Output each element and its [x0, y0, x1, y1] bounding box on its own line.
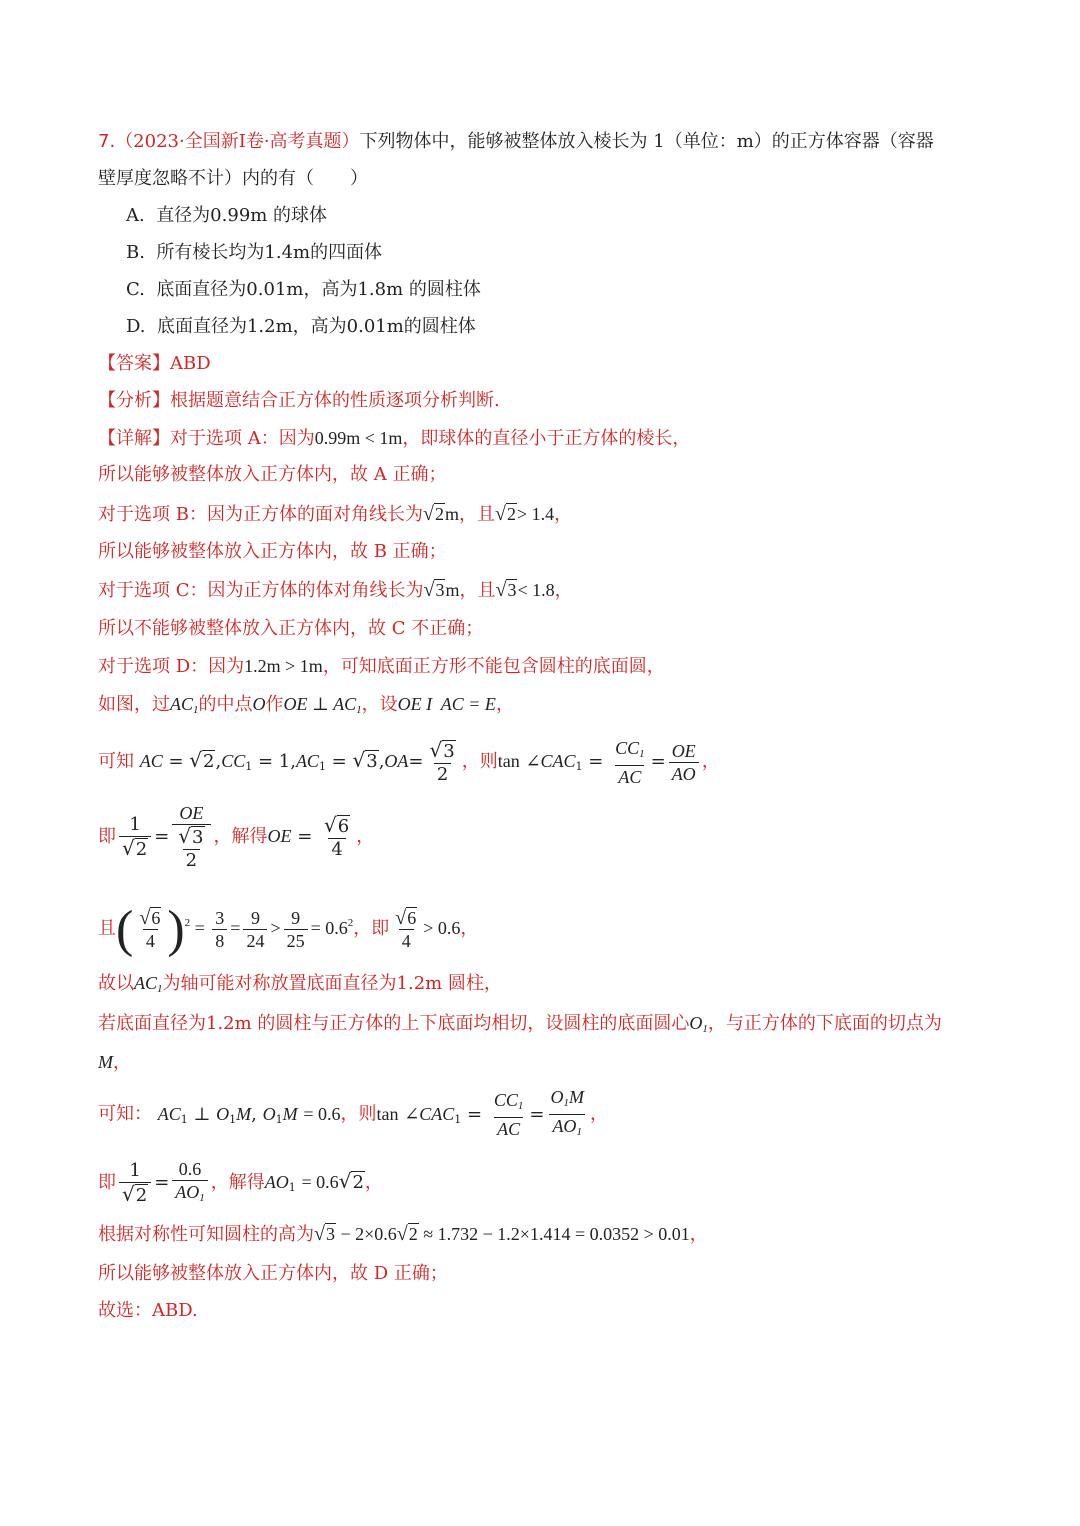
math-inline: ≈ 1.732 − 1.2×1.414 = 0.0352 > 0.01 — [423, 1224, 690, 1244]
detail-text: 作 — [265, 694, 284, 715]
math-m: M — [98, 1052, 113, 1072]
detail-tag: 【详解】 — [98, 428, 170, 449]
option-a — [126, 204, 327, 228]
detail-text: ，解得 — [213, 826, 268, 847]
detail-line-2: 所以能够被整体放入正方体内，故 A 正确； — [98, 464, 447, 485]
question-stem: 下列物体中，能够被整体放入棱长为 1（单位：m）的正方体容器（容器 — [359, 131, 934, 152]
detail-text: ，与正方体的下底面的切点为 — [707, 1013, 942, 1034]
math-perp: OE ⊥ $AC_1$ — [283, 694, 362, 716]
detail-text: 可知： — [98, 1103, 152, 1125]
detail-line-15 — [98, 1086, 608, 1146]
math-o1: $O_1$ — [689, 1013, 708, 1035]
detail-text: 如图，过 — [98, 694, 170, 715]
option-letter: D. — [126, 316, 146, 337]
analysis-line — [98, 389, 500, 413]
detail-text: 对于选项 C：因为正方体的体对角线长为 — [98, 580, 424, 601]
detail-line-7 — [98, 654, 665, 679]
math-inline: 0.99m < 1m — [314, 428, 403, 448]
detail-text: ，则 — [340, 1103, 377, 1125]
math-height: √3 − 2×0.6√2 — [314, 1223, 418, 1245]
detail-text: ，且 — [458, 504, 495, 525]
detail-line-13 — [98, 1011, 942, 1041]
answer-line — [98, 352, 211, 376]
detail-text: ，且 — [459, 580, 496, 601]
detail-text: ，即 — [353, 918, 390, 939]
detail-text: ， — [689, 1224, 708, 1245]
math-inline: 1.2m > 1m — [244, 656, 323, 676]
analysis-text: 根据题意结合正方体的性质逐项分析判断. — [170, 390, 500, 411]
detail-text: 根据对称性可知圆柱的高为 — [98, 1224, 314, 1245]
math-compare-2: $\frac{√6}{4}$ > 0.6 — [395, 907, 461, 952]
math-sqrt3: √3 — [495, 579, 517, 601]
math-eq-oe: $\frac{1}{√2}$ = $\frac{OE}{\frac{√3}{2}}$ — [116, 826, 214, 847]
math-ac1: $AC_1$ — [170, 694, 199, 716]
math-perp-2: $AC_1$ ⊥ $O_1M$, $O_1M = 0.6$ — [157, 1103, 341, 1126]
detail-line-11 — [98, 895, 478, 957]
detail-text: 即 — [98, 1172, 116, 1193]
detail-text: ， — [701, 751, 720, 772]
detail-text: 对于选项 A：因为 — [170, 428, 315, 449]
detail-line-17 — [98, 1222, 708, 1247]
detail-line-1 — [98, 426, 690, 451]
detail-text: ， — [554, 504, 573, 525]
analysis-tag: 【分析】 — [98, 390, 170, 411]
detail-line-8 — [98, 692, 514, 722]
detail-line-10 — [98, 800, 374, 873]
detail-text: ， — [589, 1103, 608, 1125]
detail-line-4: 所以能够被整体放入正方体内，故 B 正确； — [98, 541, 447, 562]
detail-text: ，设 — [361, 694, 398, 715]
detail-line-9 — [98, 734, 720, 793]
question-line-1 — [98, 130, 934, 154]
math-tan-2: $\tan \angle CAC_1$ = $\frac{CC_1}{AC}$ = $\frac{O_1M}{AO_1}$ — [376, 1104, 589, 1125]
detail-text: ，即球体的直径小于正方体的棱长， — [402, 428, 691, 449]
math-compare: ( $\frac{√6}{4}$ )$^2$ = $\frac{3}{8}$ = $\frac{9}{24}$ > $\frac{9}{25}$ = $0.6^2$ — [116, 900, 354, 958]
detail-line-3 — [98, 502, 572, 527]
option-b — [126, 241, 382, 265]
math-tan: $\tan \angle CAC_1$ = $\frac{CC_1}{AC}$ = $\frac{OE}{AO}$ — [498, 751, 702, 772]
detail-line-6: 所以不能够被整体放入正方体内，故 C 不正确； — [98, 618, 484, 639]
option-letter: A. — [126, 205, 145, 226]
option-d — [126, 315, 476, 339]
math-sqrt2: √2 — [494, 503, 516, 525]
detail-text: ，解得 — [210, 1172, 265, 1193]
math-oe-value: OE = $\frac{√6}{4}$ — [267, 812, 350, 860]
detail-text: 的中点 — [198, 694, 253, 715]
math-lengths: AC = $√2,CC_1 = 1,AC_1 = √3,OA=$ $\frac{√3}{2}$ — [139, 737, 455, 785]
question-number: 7. — [98, 131, 116, 152]
detail-line-12 — [98, 971, 502, 1001]
detail-text: ， — [554, 580, 573, 601]
detail-text: 若底面直径为1.2m 的圆柱与正方体的上下底面均相切，设圆柱的底面圆心 — [98, 1013, 690, 1034]
detail-line-5 — [98, 578, 573, 603]
detail-line-14 — [98, 1050, 131, 1075]
detail-line-16 — [98, 1155, 383, 1214]
math-o: O — [252, 694, 266, 714]
question-source: （2023·全国新Ⅰ卷·高考真题） — [115, 131, 360, 152]
answer-tag: 【答案】 — [98, 353, 170, 374]
math-ac1: $AC_1$ — [134, 973, 163, 995]
option-text: 底面直径为1.2m，高为0.01m的圆柱体 — [156, 316, 476, 337]
detail-text: ， — [495, 694, 514, 715]
option-letter: B. — [126, 242, 145, 263]
detail-text: 可知 — [98, 751, 134, 772]
option-text: 底面直径为0.01m，高为1.8m 的圆柱体 — [156, 279, 481, 300]
answer-text: ABD — [170, 353, 211, 374]
detail-text: ，可知底面正方形不能包含圆柱的底面圆， — [322, 656, 665, 677]
math-inline: < 1.8 — [517, 580, 555, 600]
detail-text: 且 — [98, 918, 116, 939]
detail-text: 对于选项 B：因为正方体的面对角线长为 — [98, 504, 423, 525]
math-inline: > 1.4 — [516, 504, 555, 524]
detail-text: ， — [364, 1172, 383, 1193]
option-text: 所有棱长均为1.4m的四面体 — [156, 242, 383, 263]
option-letter: C. — [126, 279, 145, 300]
option-c — [126, 278, 481, 302]
detail-line-18: 所以能够被整体放入正方体内，故 D 正确； — [98, 1263, 448, 1284]
detail-text: 对于选项 D：因为 — [98, 656, 245, 677]
detail-text: ， — [113, 1052, 131, 1073]
detail-line-19: 故选：ABD. — [98, 1300, 198, 1321]
math-ao1-value: $AO_1 = 0.6√2$ — [264, 1169, 364, 1194]
math-eq-ao1: $\frac{1}{√2}$ = $\frac{0.6}{AO_1}$ — [116, 1172, 211, 1193]
math-sqrt2m: √2m — [422, 503, 459, 525]
detail-text: ，则 — [461, 751, 498, 772]
detail-text: 为轴可能对称放置底面直径为1.2m 圆柱， — [162, 973, 502, 994]
detail-text: ， — [460, 918, 479, 939]
detail-text: 故以 — [98, 973, 134, 994]
math-sqrt3m: √3m — [423, 579, 460, 601]
question-stem-line-2: 壁厚度忽略不计）内的有（ ） — [98, 168, 368, 189]
detail-text: ， — [356, 826, 375, 847]
detail-text: 即 — [98, 826, 116, 847]
math-intersect: OE I AC = E — [397, 694, 496, 714]
option-text: 直径为0.99m 的球体 — [156, 205, 328, 226]
